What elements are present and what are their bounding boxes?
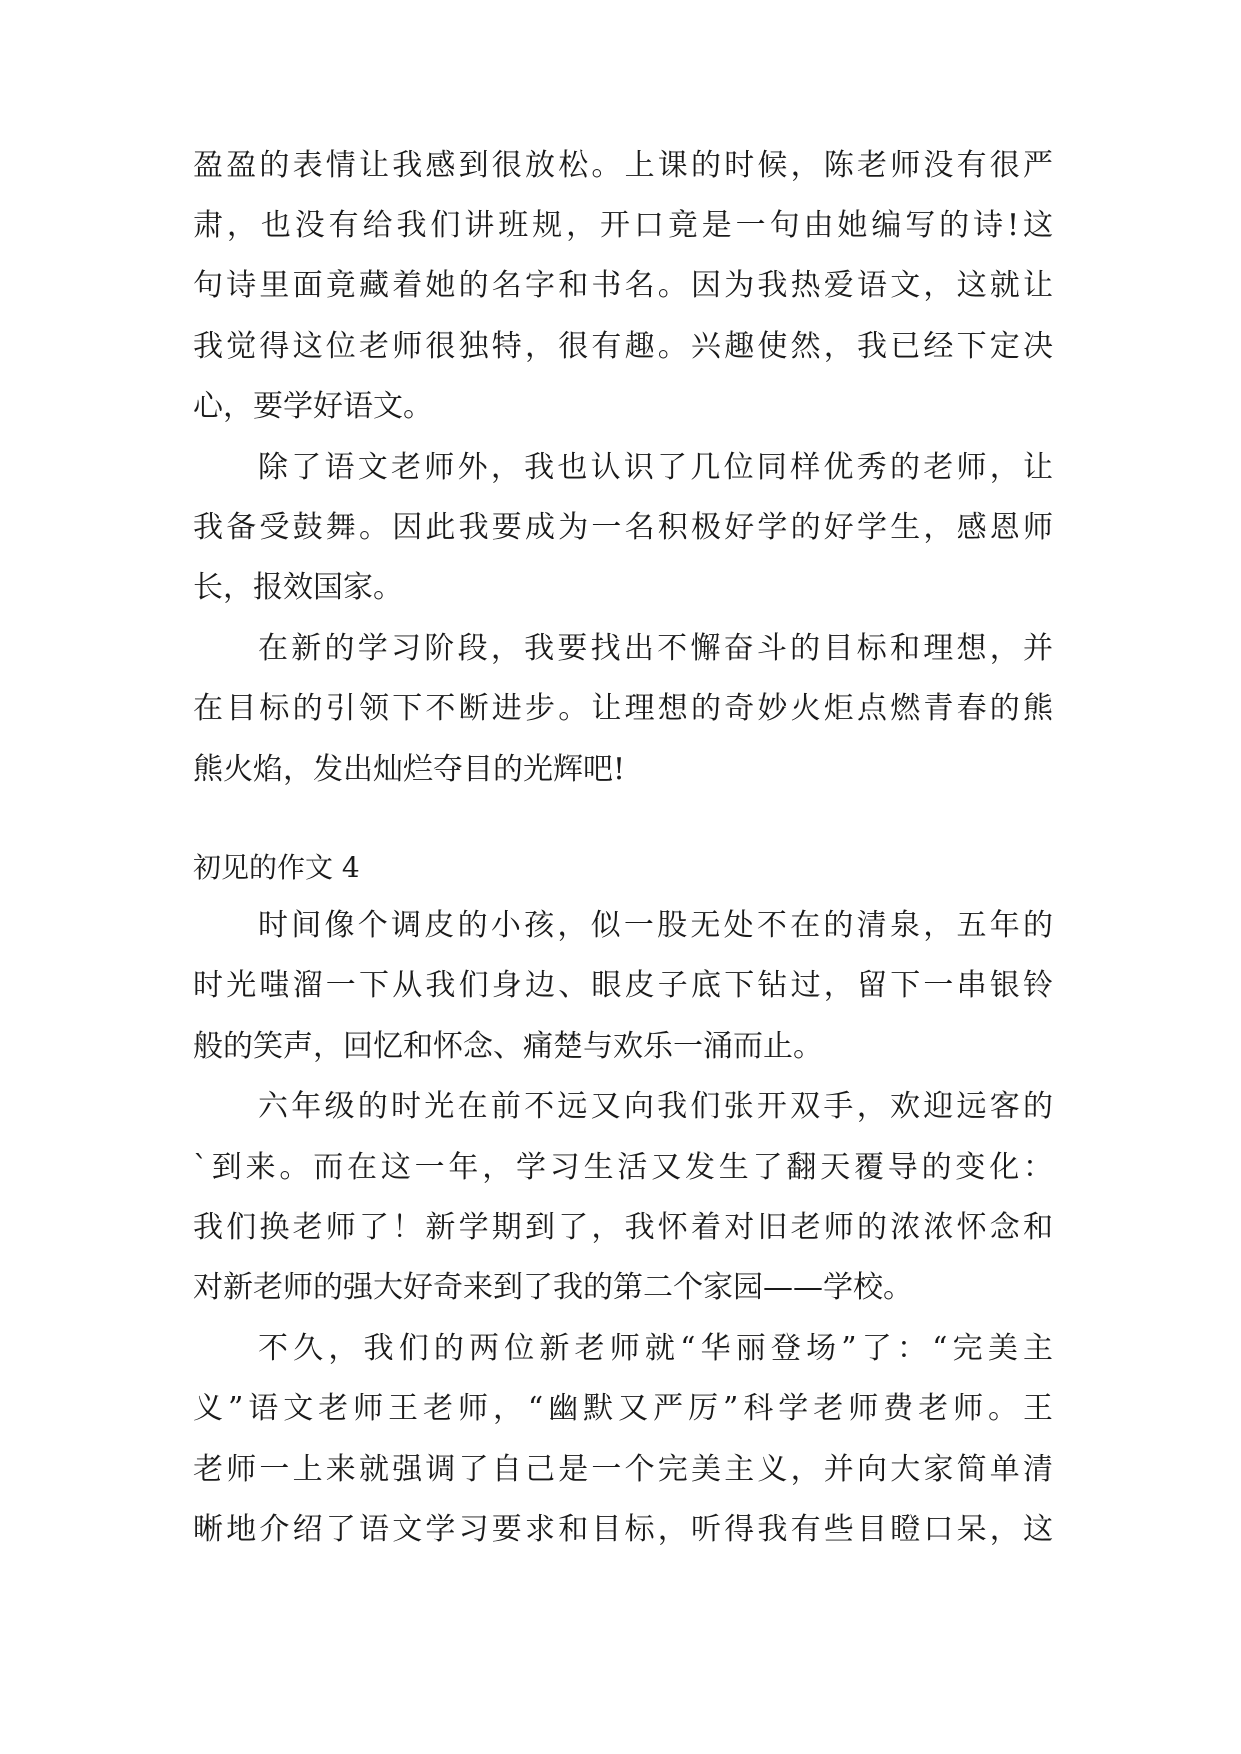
body-line-first: 除了语文老师外，我也认识了几位同样优秀的老师，让 [258, 450, 1053, 485]
body-line: 熊火焰，发出灿烂夺目的光辉吧! [193, 752, 626, 787]
body-line: 长，报效国家。 [193, 570, 403, 605]
body-line: 在目标的引领下不断进步。让理想的奇妙火炬点燃青春的熊 [193, 691, 1053, 726]
body-line: 盈盈的表情让我感到很放松。上课的时候，陈老师没有很严 [193, 148, 1053, 183]
body-line: 我备受鼓舞。因此我要成为一名积极好学的好学生，感恩师 [193, 510, 1053, 545]
section-title: 初见的作文 4 [193, 851, 360, 884]
body-line: 义”语文老师王老师，“幽默又严厉”科学老师费老师。王 [193, 1391, 1053, 1426]
body-line: 般的笑声，回忆和怀念、痛楚与欢乐一涌而止。 [193, 1029, 823, 1064]
body-line-first: 在新的学习阶段，我要找出不懈奋斗的目标和理想，并 [258, 631, 1053, 666]
body-line: 我觉得这位老师很独特，很有趣。兴趣使然，我已经下定决 [193, 329, 1053, 364]
body-line: 肃，也没有给我们讲班规，开口竟是一句由她编写的诗!这 [193, 208, 1053, 243]
body-line: 时光嗤溜一下从我们身边、眼皮子底下钻过，留下一串银铃 [193, 968, 1053, 1003]
body-line: 晰地介绍了语文学习要求和目标，听得我有些目瞪口呆，这 [193, 1512, 1053, 1547]
body-line: 句诗里面竟藏着她的名字和书名。因为我热爱语文，这就让 [193, 268, 1053, 303]
body-line: `到来。而在这一年，学习生活又发生了翻天覆导的变化： [193, 1150, 1053, 1185]
body-line-first: 六年级的时光在前不远又向我们张开双手，欢迎远客的 [258, 1089, 1053, 1124]
body-line: 老师一上来就强调了自己是一个完美主义，并向大家简单清 [193, 1452, 1053, 1487]
body-line: 心，要学好语文。 [193, 389, 433, 424]
body-line-first: 时间像个调皮的小孩，似一股无处不在的清泉，五年的 [258, 908, 1053, 943]
body-line-first: 不久，我们的两位新老师就“华丽登场”了：“完美主 [258, 1331, 1053, 1366]
body-line: 对新老师的强大好奇来到了我的第二个家园——学校。 [193, 1270, 913, 1305]
body-line: 我们换老师了！新学期到了，我怀着对旧老师的浓浓怀念和 [193, 1210, 1053, 1245]
